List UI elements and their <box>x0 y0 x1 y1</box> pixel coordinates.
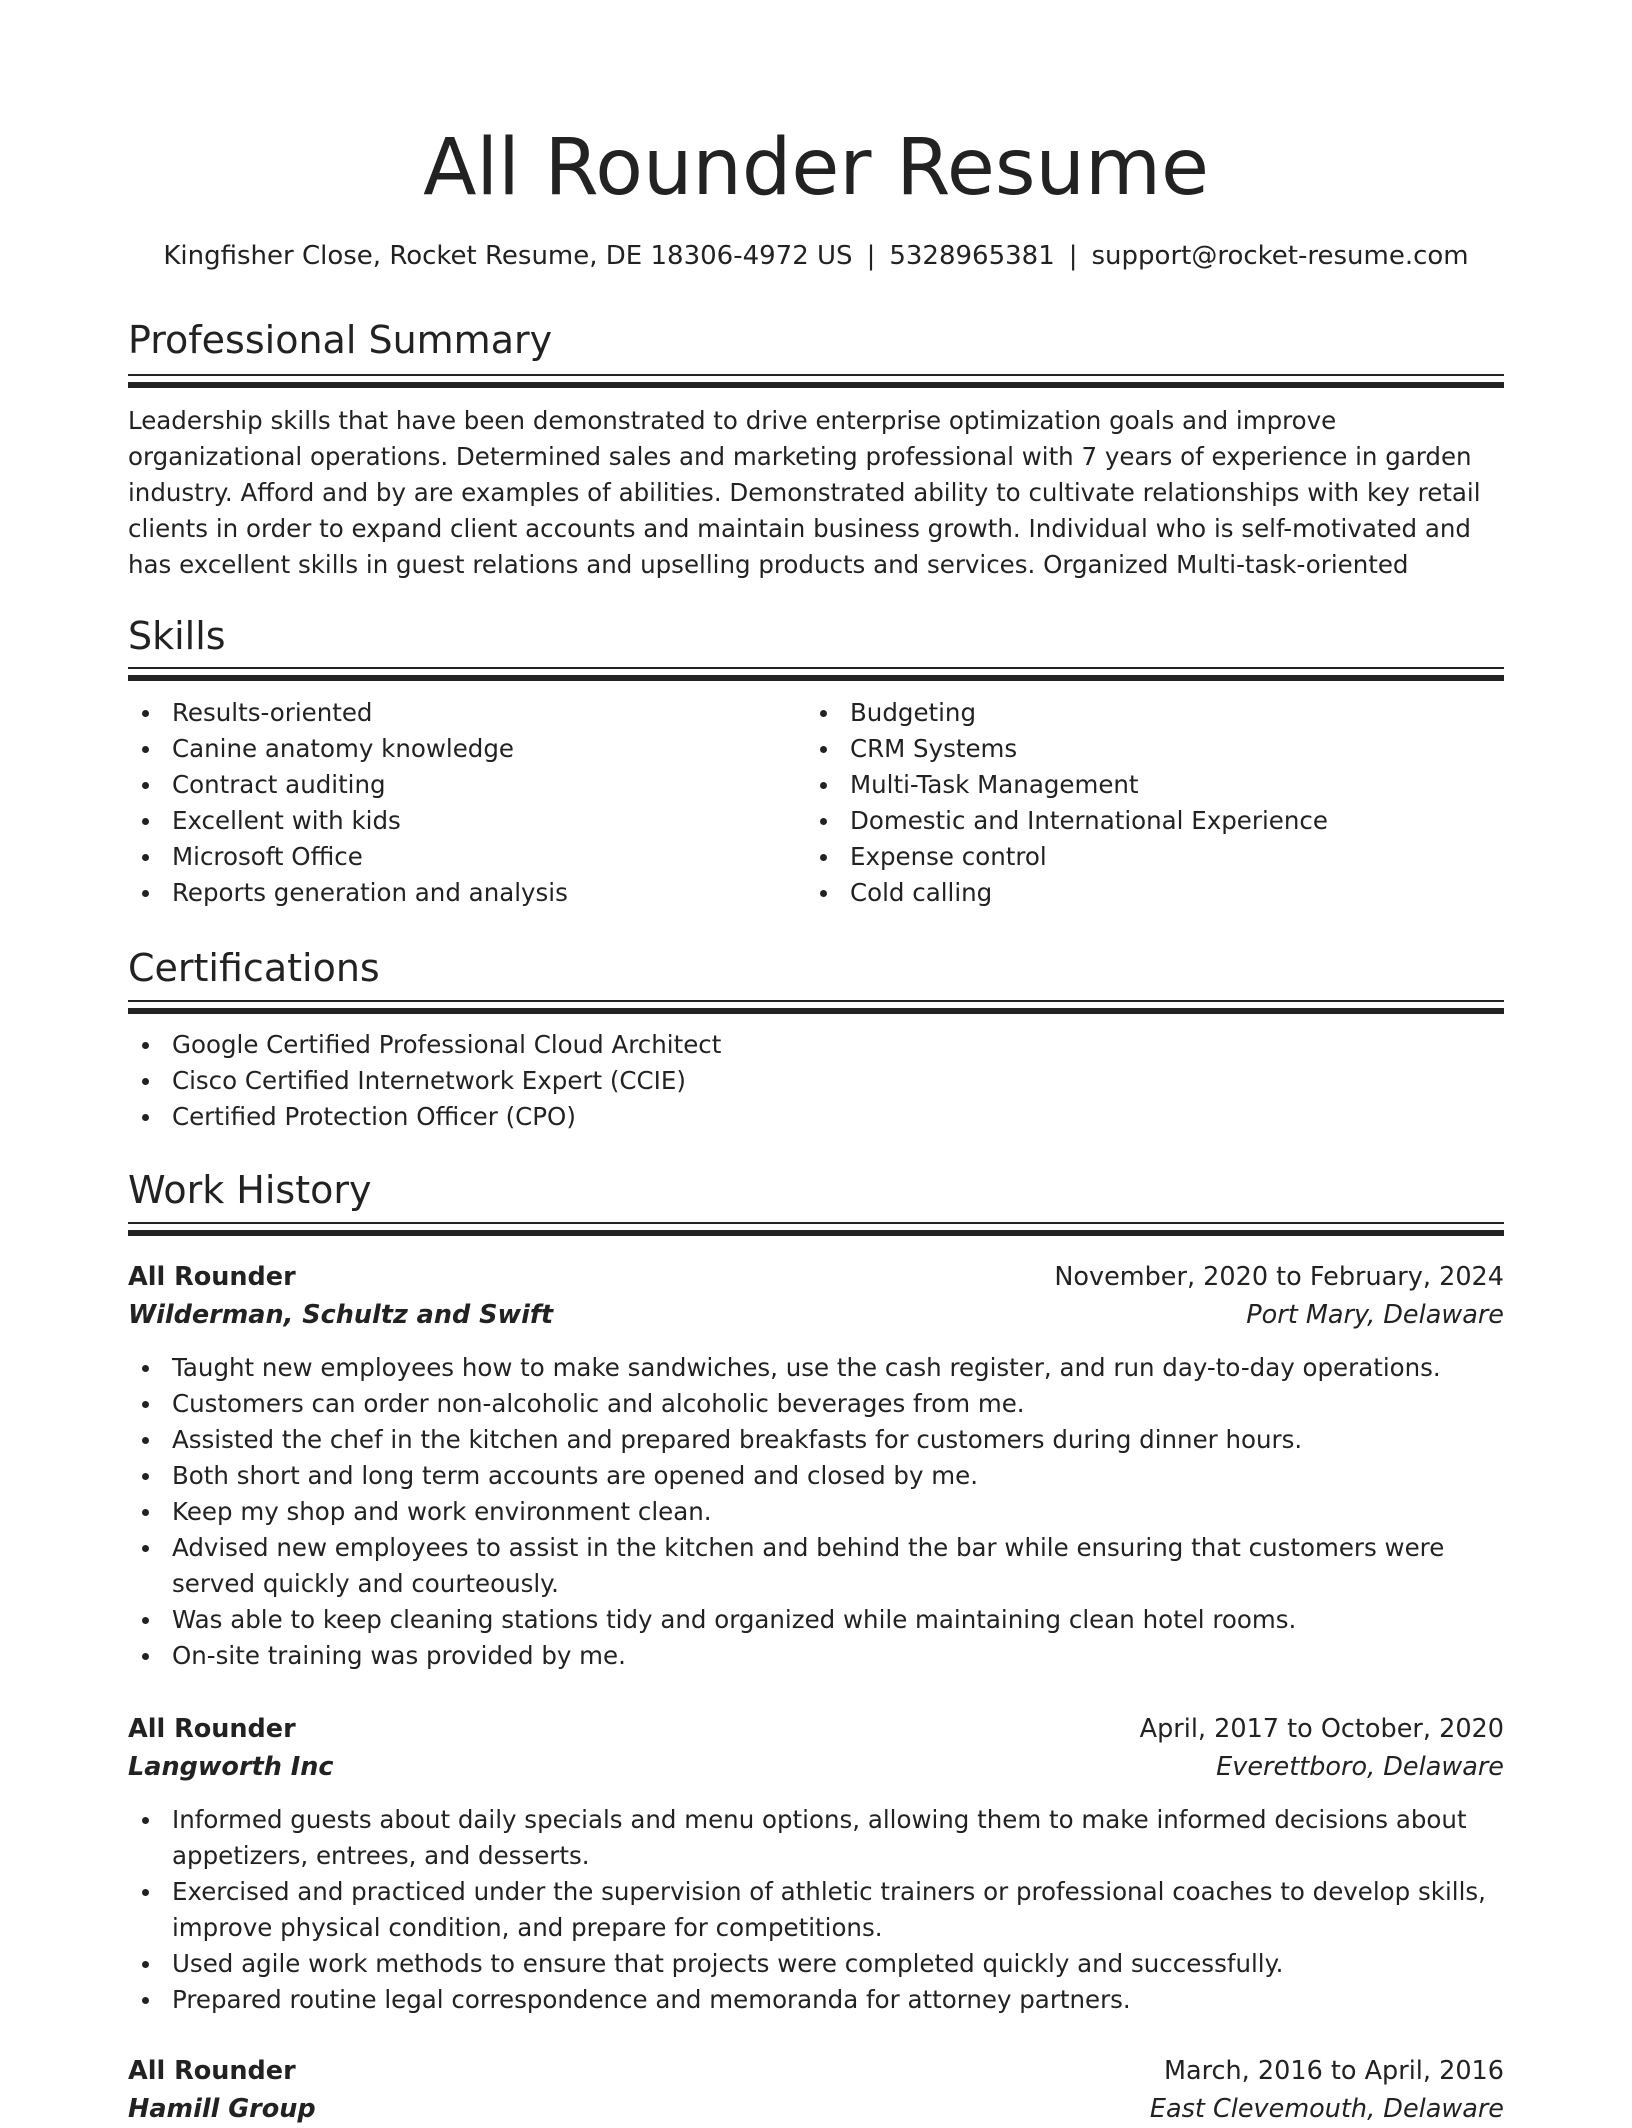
section-rule-thick <box>128 382 1504 388</box>
skill-item: Canine anatomy knowledge <box>128 731 788 767</box>
job-bullet: Used agile work methods to ensure that projects were completed quickly and successfully. <box>128 1946 1504 1982</box>
job-header-row <box>128 1710 1504 1748</box>
contact-separator: | <box>1068 241 1078 271</box>
contact-email: support@rocket-resume.com <box>1091 241 1469 271</box>
job-bullet: Advised new employees to assist in the kitchen and behind the bar while ensuring that customers were served quickly and courteously. <box>128 1530 1504 1602</box>
section-rule-thin <box>128 1222 1504 1224</box>
skill-item: Excellent with kids <box>128 803 788 839</box>
work-history-section <box>128 1166 1504 1214</box>
certifications-heading: Certifications <box>128 946 380 990</box>
contact-separator: | <box>866 241 876 271</box>
skill-item: CRM Systems <box>806 731 1466 767</box>
skill-item: Microsoft Office <box>128 839 788 875</box>
skills-section <box>128 612 1504 660</box>
job-header-row <box>128 1258 1504 1296</box>
section-rule-thin <box>128 667 1504 669</box>
job-company-row <box>128 1296 1504 1334</box>
section-rule-thick <box>128 1230 1504 1236</box>
job-company: Wilderman, Schultz and Swift <box>128 1300 554 1330</box>
section-rule-thin <box>128 1000 1504 1002</box>
job-company-row <box>128 2090 1504 2128</box>
certifications-list <box>128 1027 1504 1135</box>
work-history-heading: Work History <box>128 1168 372 1212</box>
certifications-section <box>128 944 1504 992</box>
job-entry <box>128 1258 1504 1674</box>
job-title: All Rounder <box>128 1262 296 1292</box>
skill-item: Multi-Task Management <box>806 767 1466 803</box>
certification-item: Certified Protection Officer (CPO) <box>128 1099 1504 1135</box>
job-dates: November, 2020 to February, 2024 <box>1054 1262 1504 1292</box>
section-rule-thick <box>128 675 1504 681</box>
job-bullet: Assisted the chef in the kitchen and prepared breakfasts for customers during dinner hours. <box>128 1422 1504 1458</box>
job-entry <box>128 2052 1504 2128</box>
skills-list-right <box>806 695 1466 911</box>
job-title: All Rounder <box>128 1714 296 1744</box>
skills-heading: Skills <box>128 614 226 658</box>
resume-name: All Rounder Resume <box>423 123 1209 213</box>
skill-item: Expense control <box>806 839 1466 875</box>
job-location: East Clevemouth, Delaware <box>1149 2094 1504 2124</box>
job-title: All Rounder <box>128 2056 296 2086</box>
summary-heading: Professional Summary <box>128 318 553 362</box>
skill-item: Domestic and International Experience <box>806 803 1466 839</box>
job-dates: April, 2017 to October, 2020 <box>1139 1714 1504 1744</box>
job-entry <box>128 1710 1504 2018</box>
skill-item: Reports generation and analysis <box>128 875 788 911</box>
job-location: Everettboro, Delaware <box>1216 1752 1504 1782</box>
summary-section <box>128 316 1504 364</box>
job-dates: March, 2016 to April, 2016 <box>1163 2056 1504 2086</box>
skill-item: Budgeting <box>806 695 1466 731</box>
certification-item: Cisco Certified Internetwork Expert (CCIE) <box>128 1063 1504 1099</box>
job-bullet: Informed guests about daily specials and menu options, allowing them to make informed decisions about appetizers, entrees, and desserts. <box>128 1802 1504 1874</box>
job-company-row <box>128 1748 1504 1786</box>
job-company: Hamill Group <box>128 2094 316 2124</box>
job-bullets <box>128 1350 1504 1674</box>
job-bullet: Keep my shop and work environment clean. <box>128 1494 1504 1530</box>
job-bullet: Taught new employees how to make sandwiches, use the cash register, and run day-to-day operations. <box>128 1350 1504 1386</box>
skill-item: Contract auditing <box>128 767 788 803</box>
job-location: Port Mary, Delaware <box>1246 1300 1504 1330</box>
skill-item: Results-oriented <box>128 695 788 731</box>
certification-item: Google Certified Professional Cloud Architect <box>128 1027 1504 1063</box>
section-rule-thick <box>128 1008 1504 1014</box>
job-bullet: Customers can order non-alcoholic and alcoholic beverages from me. <box>128 1386 1504 1422</box>
job-bullet: On-site training was provided by me. <box>128 1638 1504 1674</box>
job-bullet: Was able to keep cleaning stations tidy and organized while maintaining clean hotel rooms. <box>128 1602 1504 1638</box>
job-bullets <box>128 1802 1504 2018</box>
job-bullet: Prepared routine legal correspondence and memoranda for attorney partners. <box>128 1982 1504 2018</box>
job-bullet: Both short and long term accounts are opened and closed by me. <box>128 1458 1504 1494</box>
job-bullet: Exercised and practiced under the supervision of athletic trainers or professional coaches to develop skills, improve physical condition, and prepare for competitions. <box>128 1874 1504 1946</box>
skill-item: Cold calling <box>806 875 1466 911</box>
section-rule-thin <box>128 374 1504 376</box>
skills-list-left <box>128 695 788 911</box>
contact-line <box>128 238 1504 274</box>
summary-text: Leadership skills that have been demonstrated to drive enterprise optimization goals and improve organizational operations. Determined sales and marketing professional with 7 years of experience in garden industry. Afford and by are examples of abilities. Demonstrated ability to cultivate relationships with key retail clients in order to expand client accounts and maintain business growth. Individual who is self-motivated and has excellent skills in guest relations and upselling products and services. Organized Multi-task-oriented <box>128 406 1481 579</box>
job-header-row <box>128 2052 1504 2090</box>
contact-phone: 5328965381 <box>889 241 1055 271</box>
contact-address: Kingfisher Close, Rocket Resume, DE 18306-4972 US <box>163 241 853 271</box>
job-company: Langworth Inc <box>128 1752 334 1782</box>
